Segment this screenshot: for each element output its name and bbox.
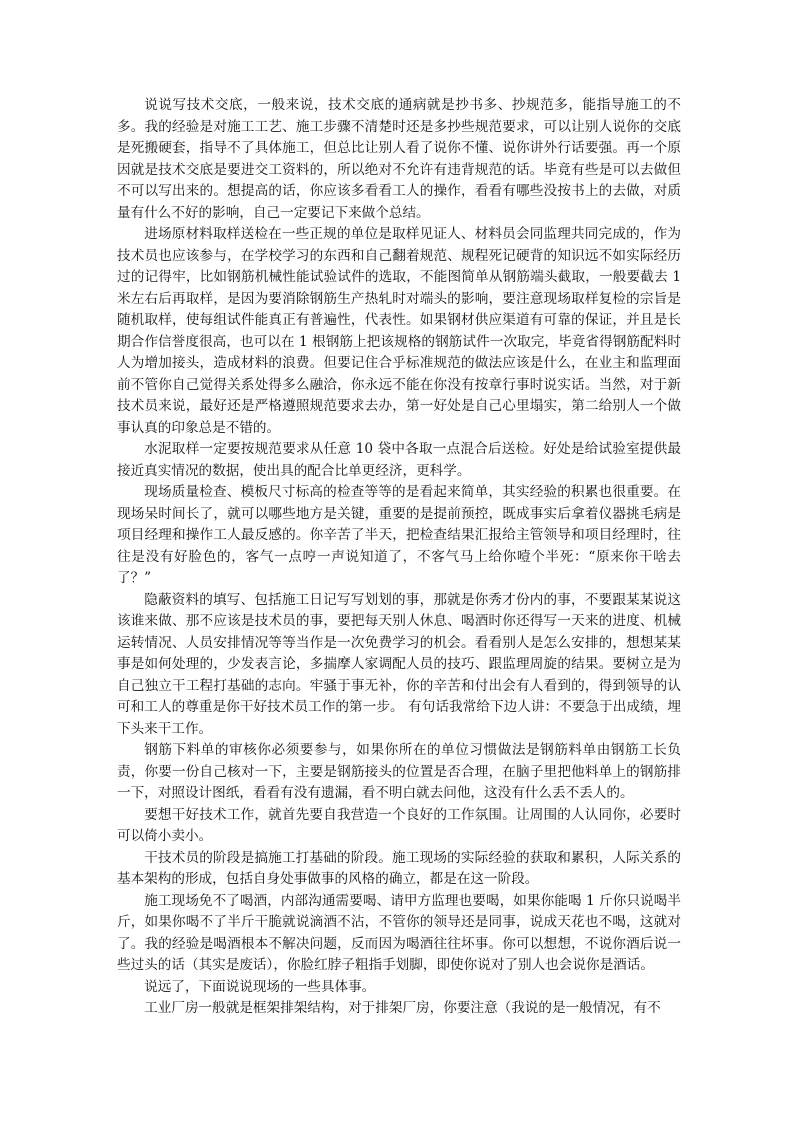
- paragraph-rebar-list: 钢筋下料单的审核你必须要参与，如果你所在的单位习惯做法是钢筋料单由钢筋工长负责，你要一份自己核对一下，主要是钢筋接头的位置是否合理，在脑子里把他料单上的钢筋排一下，对照设计图纸，看看有没有遗漏，看不明白就去问他，这没有什么丢不丢人的。: [117, 742, 681, 801]
- document-body: [117, 95, 681, 1020]
- paragraph-work-atmosphere: 要想干好技术工作，就首先要自我营造一个良好的工作氛围。让周围的人认同你，必要时可以倚小卖小。: [117, 806, 681, 844]
- paragraph-material-sampling: 进场原材料取样送检在一些正规的单位是取样见证人、材料员会同监理共同完成的，作为技术员也应该参与，在学校学习的东西和自己翻着规范、规程死记硬背的知识远不如实际经历过的记得牢，比如钢筋机械性能试验试件的选取，不能图简单从钢筋端头截取，一般要截去 1 米左右后再取样，是因为要消除钢筋生产热轧时对端头的影响，要注意现场取样复检的宗旨是随机取样，使每组试件能真正有普遍性，代表性。如果钢材供应渠道有可靠的保证，并且是长期合作信誉度很高，也可以在 1 根钢筋上把该规格的钢筋试件一次取完，毕竟省得钢筋配料时人为增加接头，造成材料的浪费。但要记住合乎标准规范的做法应该是什么，在业主和监理面前不管你自己觉得关系处得多么融洽，你永远不能在你没有按章行事时说实话。当然，对于新技术员来说，最好还是严格遵照规范要求去办，第一好处是自己心里塌实，第二给别人一个做事认真的印象总是不错的。: [117, 226, 681, 436]
- paragraph-drinking: 施工现场免不了喝酒，内部沟通需要喝、请甲方监理也要喝，如果你能喝 1 斤你只说喝半斤，如果你喝不了半斤干脆就说滴酒不沾，不管你的领导还是同事，说成天花也不喝，这就对了。我的经验是喝酒根本不解决问题，反而因为喝酒往往坏事。你可以想想，不说你酒后说一些过头的话（其实是废话），你脸红脖子粗指手划脚，即使你说对了别人也会说你是酒话。: [117, 892, 681, 973]
- paragraph-technician-stage: 干技术员的阶段是搞施工打基础的阶段。施工现场的实际经验的获取和累积，人际关系的基本架构的形成，包括自身处事做事的风格的确立，都是在这一阶段。: [117, 849, 681, 887]
- paragraph-industrial-plant: 工业厂房一般就是框架排架结构，对于排架厂房，你要注意（我说的是一般情况，有不: [144, 1000, 661, 1016]
- paragraph-concealed-records: 隐蔽资料的填写、包括施工日记写写划划的事，那就是你秀才份内的事，不要跟某某说这该谁来做、那不应该是技术员的事，要把每天别人休息、喝酒时你还得写一天来的进度、机械运转情况、人员安排情况等等当作是一次免费学习的机会。看看别人是怎么安排的，想想某某事是如何处理的，少发表言论，多揣摩人家调配人员的技巧、跟监理周旋的结果。要树立是为自己独立干工程打基础的志向。牢骚于事无补，你的辛苦和付出会有人看到的，得到领导的认可和工人的尊重是你干好技术员工作的第一步。 有句话我常给下边人讲：不要急于出成绩，埋下头来干工作。: [117, 591, 681, 737]
- paragraph-cement-sampling: 水泥取样一定要按规范要求从任意 10 袋中各取一点混合后送检。好处是给试验室提供最接近真实情况的数据，使出具的配合比单更经济，更科学。: [117, 441, 681, 479]
- paragraph-quality-inspection: 现场质量检查、模板尺寸标高的检查等等的是看起来简单，其实经验的积累也很重要。在现场呆时间长了，就可以哪些地方是关键，重要的是提前预控，既成事实后拿着仪器挑毛病是项目经理和操作工人最反感的。你辛苦了半天，把检查结果汇报给主管领导和项目经理时，往往是没有好脸色的，客气一点哼一声说知道了，不客气马上给你噎个半死：“原来你干啥去了？”: [117, 484, 681, 586]
- paragraph-tech-disclosure: 说说写技术交底，一般来说，技术交底的通病就是抄书多、抄规范多，能指导施工的不多。我的经验是对施工工艺、施工步骤不清楚时还是多抄些规范要求，可以让别人说你的交底是死搬硬套，指导不了具体施工，但总比让别人看了说你不懂、说你讲外行话要强。再一个原因就是技术交底是要进交工资料的，所以绝对不允许有违背规范的话。毕竟有些是可以去做但不可以写出来的。想提高的话，你应该多看看工人的操作，看看有哪些没按书上的去做，对质量有什么不好的影响，自己一定要记下来做个总结。: [117, 97, 681, 221]
- paragraph-transition: 说远了，下面说说现场的一些具体事。: [144, 978, 376, 995]
